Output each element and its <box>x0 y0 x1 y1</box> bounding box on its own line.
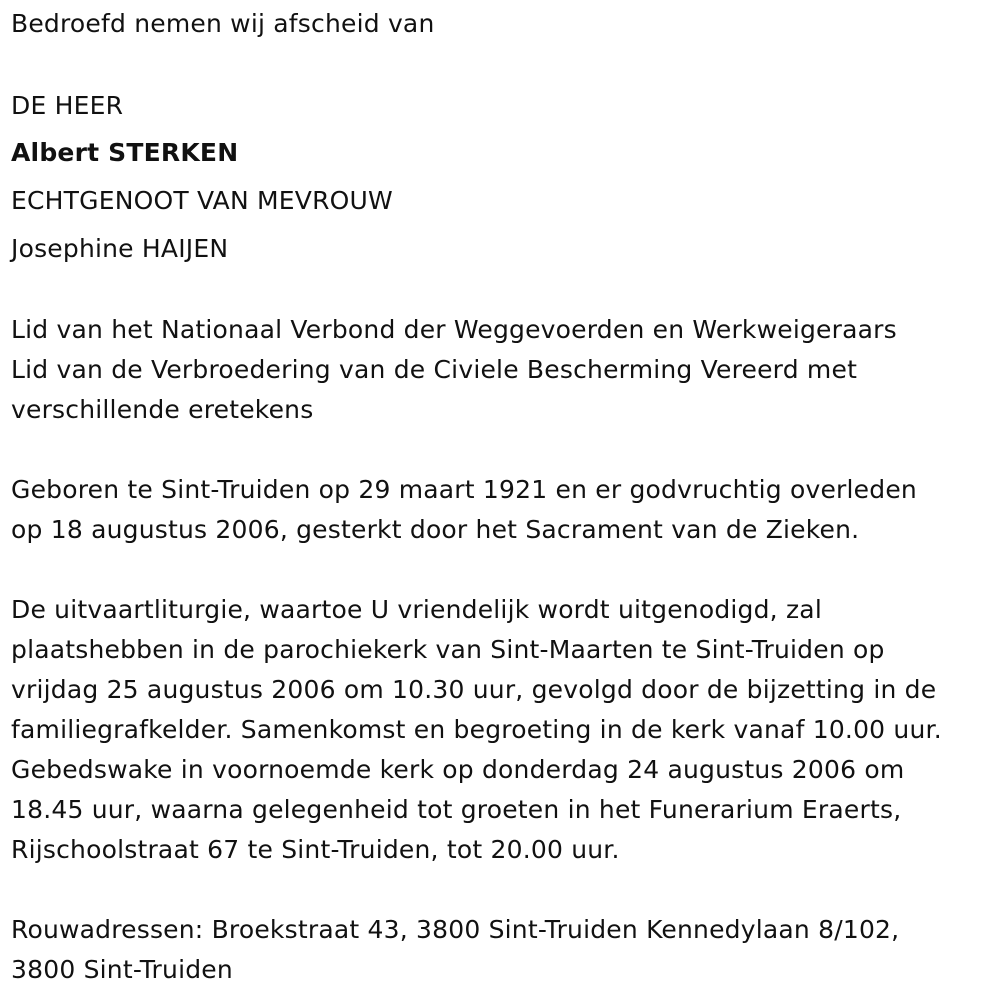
funeral-line: 18.45 uur, waarna gelegenheid tot groeten in het Funerarium Eraerts, <box>11 795 902 824</box>
birth-death-line: op 18 augustus 2006, gesterkt door het Sacrament van de Zieken. <box>11 515 860 544</box>
honorific: DE HEER <box>11 91 124 120</box>
deceased-name: Albert STERKEN <box>11 138 239 167</box>
membership-line: Lid van het Nationaal Verbond der Weggevoerden en Werkweigeraars <box>11 315 897 344</box>
funeral-line: Gebedswake in voornoemde kerk op donderdag 24 augustus 2006 om <box>11 755 905 784</box>
funeral-line: Rijschoolstraat 67 te Sint-Truiden, tot 20.00 uur. <box>11 835 620 864</box>
funeral-line: vrijdag 25 augustus 2006 om 10.30 uur, gevolgd door de bijzetting in de <box>11 675 937 704</box>
birth-death-line: Geboren te Sint-Truiden op 29 maart 1921 en er godvruchtig overleden <box>11 475 917 504</box>
membership-line: verschillende eretekens <box>11 395 314 424</box>
spouse-label: ECHTGENOOT VAN MEVROUW <box>11 186 393 215</box>
address-line: 3800 Sint-Truiden <box>11 955 233 984</box>
spouse-name: Josephine HAIJEN <box>11 234 229 263</box>
funeral-line: plaatshebben in de parochiekerk van Sint-Maarten te Sint-Truiden op <box>11 635 885 664</box>
intro-text: Bedroefd nemen wij afscheid van <box>11 9 435 38</box>
funeral-line: De uitvaartliturgie, waartoe U vriendelijk wordt uitgenodigd, zal <box>11 595 822 624</box>
funeral-line: familiegrafkelder. Samenkomst en begroeting in de kerk vanaf 10.00 uur. <box>11 715 942 744</box>
membership-line: Lid van de Verbroedering van de Civiele Bescherming Vereerd met <box>11 355 858 384</box>
address-line: Rouwadressen: Broekstraat 43, 3800 Sint-Truiden Kennedylaan 8/102, <box>11 915 900 944</box>
